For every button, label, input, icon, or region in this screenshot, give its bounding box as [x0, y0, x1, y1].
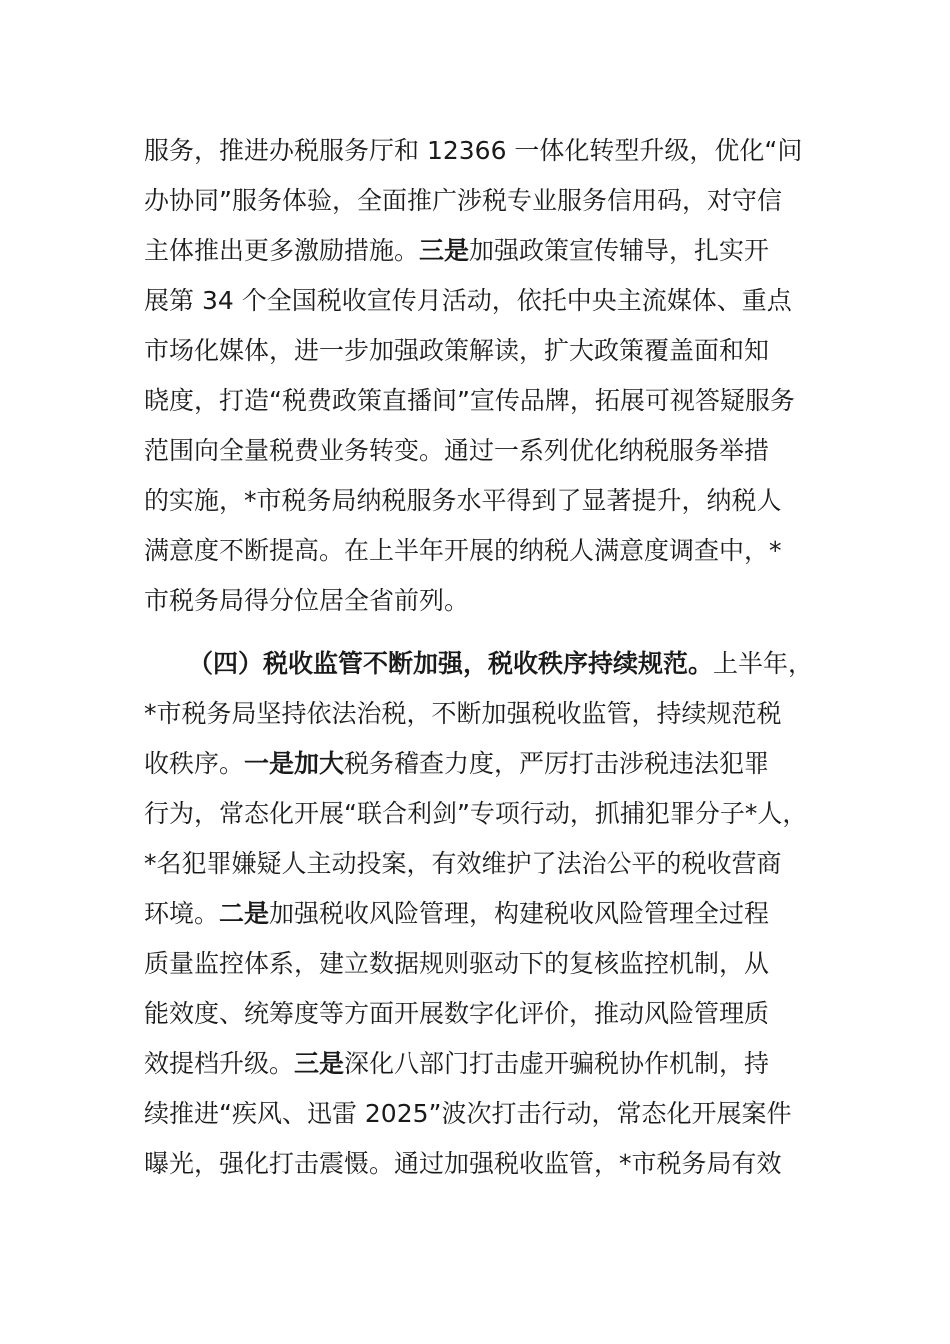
text-line — [144, 226, 844, 276]
text-line — [144, 276, 844, 326]
bold-text: 三是 — [419, 236, 470, 265]
text-line — [144, 639, 844, 689]
text-line — [144, 1139, 844, 1189]
body-text: 收秩序。 — [144, 749, 245, 778]
body-text: 能效度、统筹度等方面开展数字化评价，推动风险管理质 — [144, 999, 770, 1028]
body-text: 上半年， — [713, 649, 814, 678]
bold-text: 二是 — [219, 899, 270, 928]
body-text: 行为，常态化开展“联合利剑”专项行动，抓捕犯罪分子*人， — [144, 799, 808, 828]
body-text: 加强政策宣传辅导，扎实开 — [469, 236, 770, 265]
body-text: 展第 34 个全国税收宣传月活动，依托中央主流媒体、重点 — [144, 286, 792, 315]
text-line — [144, 739, 844, 789]
body-text: *名犯罪嫌疑人主动投案，有效维护了法治公平的税收营商 — [144, 849, 782, 878]
bold-text: （四）税收监管不断加强，税收秩序持续规范。 — [188, 649, 714, 678]
text-line — [144, 526, 844, 576]
text-line — [144, 576, 844, 626]
body-text: 范围向全量税费业务转变。通过一系列优化纳税服务举措 — [144, 436, 770, 465]
body-text: 市税务局得分位居全省前列。 — [144, 586, 470, 615]
body-text: 的实施，*市税务局纳税服务水平得到了显著提升，纳税人 — [144, 486, 782, 515]
body-text: *市税务局坚持依法治税，不断加强税收监管，持续规范税 — [144, 699, 782, 728]
body-text: 效提档升级。 — [144, 1049, 295, 1078]
text-line — [144, 476, 844, 526]
body-text: 续推进“疾风、迅雷 2025”波次打击行动，常态化开展案件 — [144, 1099, 792, 1128]
body-text: 深化八部门打击虚开骗税协作机制，持 — [344, 1049, 770, 1078]
paragraph — [144, 126, 844, 626]
body-text: 环境。 — [144, 899, 220, 928]
paragraph — [144, 639, 844, 1189]
body-text: 税务稽查力度，严厉打击涉税违法犯罪 — [344, 749, 770, 778]
body-text: 质量监控体系，建立数据规则驱动下的复核监控机制，从 — [144, 949, 770, 978]
document-body — [144, 126, 844, 1189]
text-line — [144, 689, 844, 739]
text-line — [144, 789, 844, 839]
body-text: 市场化媒体，进一步加强政策解读，扩大政策覆盖面和知 — [144, 336, 770, 365]
text-line — [144, 326, 844, 376]
text-line — [144, 176, 844, 226]
text-line — [144, 376, 844, 426]
text-line — [144, 989, 844, 1039]
body-text: 主体推出更多激励措施。 — [144, 236, 420, 265]
text-line — [144, 426, 844, 476]
body-text: 满意度不断提高。在上半年开展的纳税人满意度调查中，* — [144, 536, 782, 565]
bold-text: 一是加大 — [244, 749, 345, 778]
text-line — [144, 1039, 844, 1089]
body-text: 加强税收风险管理，构建税收风险管理全过程 — [269, 899, 770, 928]
body-text: 晓度，打造“税费政策直播间”宣传品牌，拓展可视答疑服务 — [144, 386, 795, 415]
body-text: 办协同”服务体验，全面推广涉税专业服务信用码，对守信 — [144, 186, 782, 215]
body-text: 曝光，强化打击震慑。通过加强税收监管，*市税务局有效 — [144, 1149, 782, 1178]
text-line — [144, 126, 844, 176]
bold-text: 三是 — [294, 1049, 345, 1078]
text-line — [144, 1089, 844, 1139]
text-line — [144, 889, 844, 939]
text-line — [144, 839, 844, 889]
body-text: 服务，推进办税服务厅和 12366 一体化转型升级，优化“问 — [144, 136, 803, 165]
text-line — [144, 939, 844, 989]
